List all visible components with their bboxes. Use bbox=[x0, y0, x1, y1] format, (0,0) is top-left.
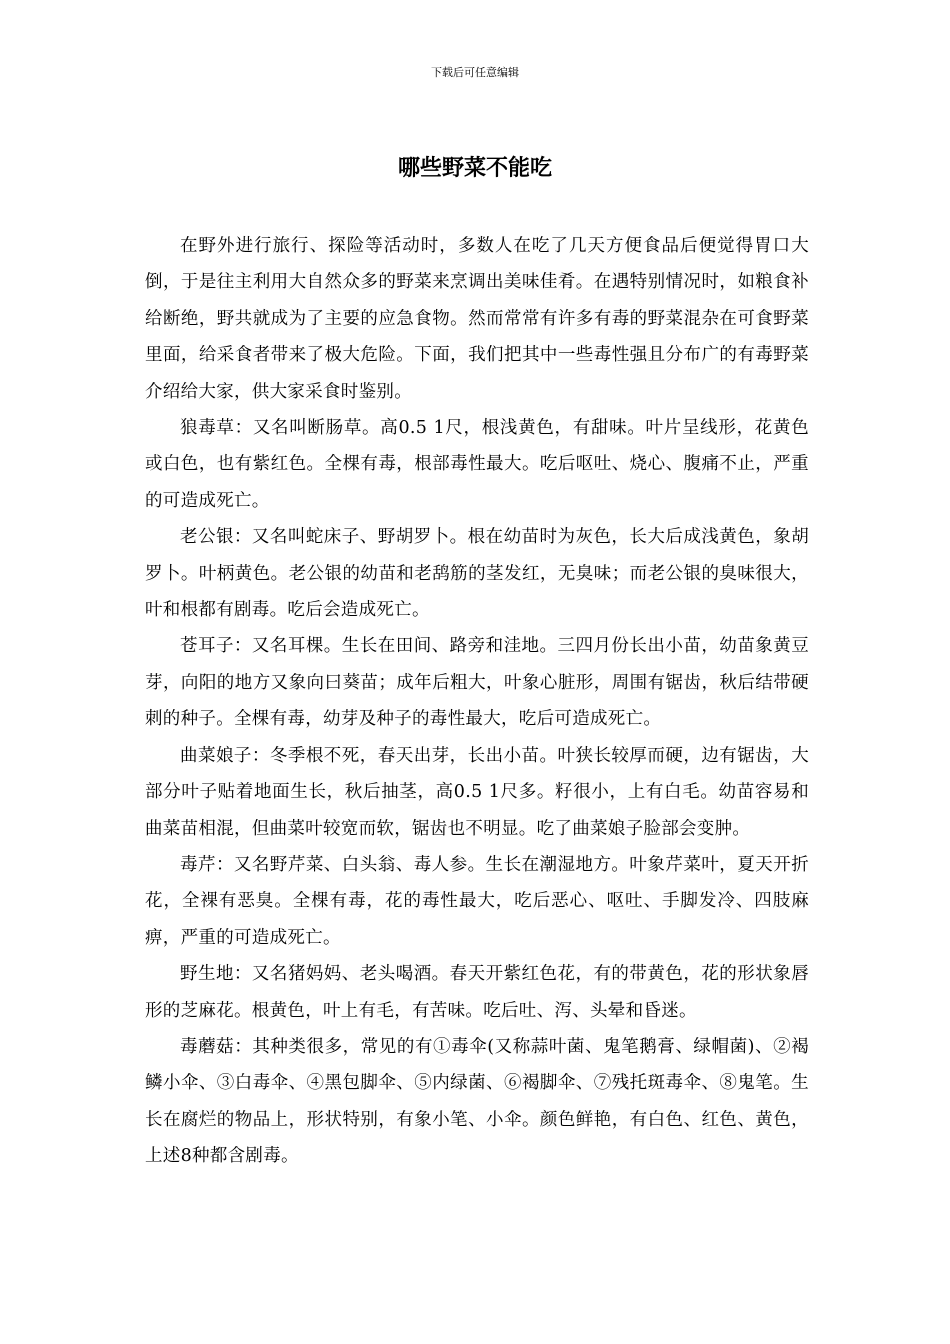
paragraph-cangerzi: 苍耳子：又名耳棵。生长在田间、路旁和洼地。三四月份长出小苗，幼苗象黄豆芽，向阳的地方又象向曰葵苗；成年后粗大，叶象心脏形，周围有锯齿，秋后结带硬刺的种子。全棵有毒，幼芽及种子的毒性最大，吃后可造成死亡。 bbox=[145, 636, 809, 730]
paragraph-yeshengdi: 野生地：又名猪妈妈、老头喝酒。春天开紫红色花，有的带黄色，花的形状象唇形的芝麻花。根黄色，叶上有毛，有苦味。吃后吐、泻、头晕和昏迷。 bbox=[145, 964, 809, 1021]
page-header: 下载后可任意编辑 bbox=[431, 66, 519, 79]
paragraph-langducao: 狼毒草：又名叫断肠草。高0.5 1尺，根浅黄色，有甜味。叶片呈线形，花黄色或白色，也有紫红色。全棵有毒，根部毒性最大。吃后呕吐、烧心、腹痛不止，严重的可造成死亡。 bbox=[145, 418, 809, 511]
paragraph-laogongyin: 老公银：又名叫蛇床子、野胡罗卜。根在幼苗时为灰色，长大后成浅黄色，象胡罗卜。叶柄黄色。老公银的幼苗和老鸹筋的茎发红，无臭味；而老公银的臭味很大，叶和根都有剧毒。吃后会造成死亡。 bbox=[145, 527, 809, 621]
paragraph-qucainiangzi: 曲菜娘子：冬季根不死，春天出芽，长出小苗。叶狭长较厚而硬，边有锯齿，大部分叶子贴着地面生长，秋后抽茎，高0.5 1尺多。籽很小，上有白毛。幼苗容易和曲菜苗相混，但曲菜叶较宽而软，锯齿也不明显。吃了曲菜娘子脸部会变肿。 bbox=[145, 745, 809, 839]
paragraph-duqin: 毒芹：又名野芹菜、白头翁、毒人参。生长在潮湿地方。叶象芹菜叶，夏天开折花，全裸有恶臭。全棵有毒，花的毒性最大，吃后恶心、呕吐、手脚发冷、四肢麻痹，严重的可造成死亡。 bbox=[145, 854, 809, 948]
document-title: 哪些野菜不能吃 bbox=[397, 156, 552, 181]
paragraph-intro: 在野外进行旅行、探险等活动时，多数人在吃了几天方便食品后便觉得胃口大倒，于是往主利用大自然众多的野菜来烹调出美味佳肴。在遇特别情况时，如粮食补给断绝，野共就成为了主要的应急食物。然而常常有许多有毒的野菜混杂在可食野菜里面，给采食者带来了极大危险。下面，我们把其中一些毒性强且分布广的有毒野菜介绍给大家，供大家采食时鉴别。 bbox=[145, 236, 809, 402]
paragraph-dumogu: 毒蘑菇：其种类很多，常见的有①毒伞(又称蒜叶菌、鬼笔鹅膏、绿帽菌)、②褐鳞小伞、③白毒伞、④黑包脚伞、⑤内绿菌、⑥褐脚伞、⑦残托斑毒伞、⑧鬼笔。生长在腐烂的物品上，形状特别，有象小笔、小伞。颜色鲜艳，有白色、红色、黄色，上述8种都含剧毒。 bbox=[145, 1036, 809, 1167]
document-body bbox=[145, 228, 809, 1175]
